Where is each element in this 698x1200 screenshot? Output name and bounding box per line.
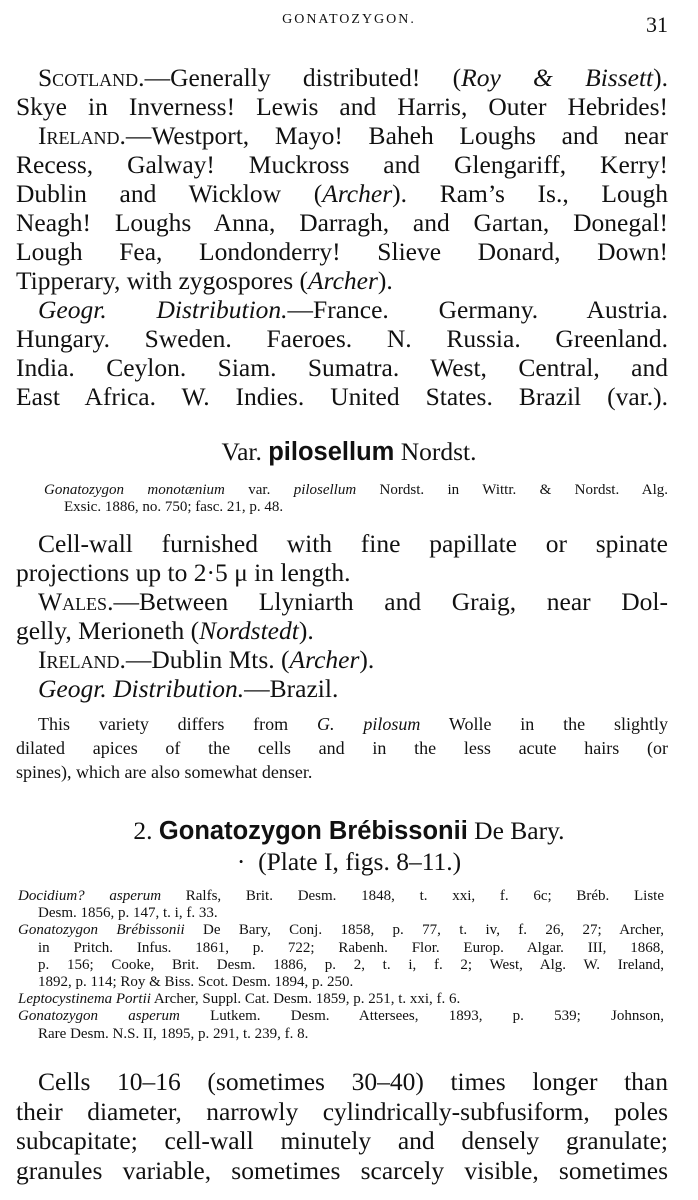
reference-taxon: Gonatozygon Brébissonii bbox=[18, 922, 185, 939]
description-line: granules variable, sometimes scarcely visible, sometimes bbox=[16, 1155, 668, 1185]
variety-note: spines), which are also somewhat denser. bbox=[16, 762, 313, 782]
variety-heading: Var. pilosellum Nordst. bbox=[221, 437, 477, 466]
description-line: subcapitate; cell-wall minutely and densely granulate; bbox=[16, 1126, 668, 1155]
reference-text: in Pritch. Infus. 1861, p. 722; Rabenh. Flor. Europ. Algar. III, 1868, bbox=[38, 939, 664, 956]
plate-reference: · (Plate I, figs. 8–11.) bbox=[236, 847, 462, 876]
text-line: Hungary. Sweden. Faeroes. N. Russia. Greenland. bbox=[16, 324, 668, 353]
running-header: GONATOZYGON. bbox=[282, 12, 416, 27]
description-line: their diameter, narrowly cylindrically-subfusiform, poles bbox=[16, 1096, 668, 1126]
reference-text: Ralfs, Brit. Desm. 1848, t. xxi, f. 6c; Bréb. Liste bbox=[161, 888, 664, 904]
reference-line bbox=[18, 922, 664, 939]
reference-line bbox=[18, 888, 664, 905]
variety-note: dilated apices of the cells and in the less acute hairs (or bbox=[16, 738, 668, 758]
text-line: East Africa. W. Indies. United States. Brazil (var.). bbox=[16, 382, 668, 411]
text-line: Recess, Galway! Muckross and Glengariff, Kerry! bbox=[16, 150, 668, 179]
wales-line: Wales.—Between Llyniarth and Graig, near Dol- bbox=[38, 587, 668, 616]
reference-line bbox=[18, 1008, 664, 1025]
geogr-line: Geogr. Distribution.—France. Germany. Austria. bbox=[38, 295, 668, 324]
page-number: 31 bbox=[646, 12, 668, 37]
variety-note: This variety differs from G. pilosum Wolle in the slightly bbox=[38, 714, 668, 734]
reference-line bbox=[38, 974, 353, 991]
variety-reference: Gonatozygon monotænium var. pilosellum Nordst. in Wittr. & Nordst. Alg. bbox=[44, 482, 669, 498]
reference-taxon: Docidium? asperum bbox=[18, 888, 162, 904]
reference-text: p. 156; Cooke, Brit. Desm. 1886, p. 2, t. i, f. 2; West, Alg. W. Ireland, bbox=[38, 956, 664, 973]
reference-line bbox=[38, 905, 218, 922]
reference-line bbox=[38, 1026, 308, 1043]
text-line: gelly, Merioneth (Nordstedt). bbox=[16, 616, 314, 645]
ireland-line: Ireland.—Westport, Mayo! Baheh Loughs and near bbox=[38, 121, 668, 150]
text-line: Skye in Inverness! Lewis and Harris, Outer Hebrides! bbox=[16, 92, 668, 121]
reference-text: Rare Desm. N.S. II, 1895, p. 291, t. 239, f. 8. bbox=[38, 1025, 309, 1042]
reference-line bbox=[38, 940, 664, 957]
variety-reference: Exsic. 1886, no. 750; fasc. 21, p. 48. bbox=[64, 499, 284, 515]
species-heading: 2. Gonatozygon Brébissonii De Bary. bbox=[133, 816, 565, 845]
text-line: India. Ceylon. Siam. Sumatra. West, Central, and bbox=[16, 353, 668, 382]
reference-text: De Bary, Conj. 1858, p. 77, t. iv, f. 26, 27; Archer, bbox=[184, 922, 664, 939]
text-line: Dublin and Wicklow (Archer). Ram’s Is., Lough bbox=[16, 179, 669, 208]
reference-line bbox=[38, 957, 664, 974]
reference-text: Archer, Suppl. Cat. Desm. 1859, p. 251, t. xxi, f. 6. bbox=[150, 991, 461, 1008]
reference-taxon: Gonatozygon asperum bbox=[18, 1008, 180, 1025]
variety-description: Cell-wall furnished with fine papillate or spinate bbox=[38, 529, 668, 558]
ireland-line: Ireland.—Dublin Mts. (Archer). bbox=[38, 645, 375, 674]
reference-line bbox=[18, 991, 460, 1008]
geogr-line: Geogr. Distribution.—Brazil. bbox=[38, 674, 339, 703]
text-line: Neagh! Loughs Anna, Darragh, and Gartan, Donegal! bbox=[16, 208, 668, 237]
scotland-line: Scotland.—Generally distributed! (Roy & Bissett). bbox=[38, 63, 668, 92]
reference-text: Desm. 1856, p. 147, t. i, f. 33. bbox=[38, 905, 218, 922]
reference-text: Lutkem. Desm. Attersees, 1893, p. 539; Johnson, bbox=[179, 1008, 664, 1025]
text-line: Tipperary, with zygospores (Archer). bbox=[16, 266, 393, 295]
reference-text: 1892, p. 114; Roy & Biss. Scot. Desm. 1894, p. 250. bbox=[38, 974, 354, 990]
text-line: Lough Fea, Londonderry! Slieve Donard, Down! bbox=[16, 237, 668, 266]
description-line: Cells 10–16 (sometimes 30–40) times longer than bbox=[38, 1067, 668, 1096]
reference-taxon: Leptocystinema Portii bbox=[18, 991, 151, 1008]
variety-description: projections up to 2·5 μ in length. bbox=[16, 558, 351, 587]
